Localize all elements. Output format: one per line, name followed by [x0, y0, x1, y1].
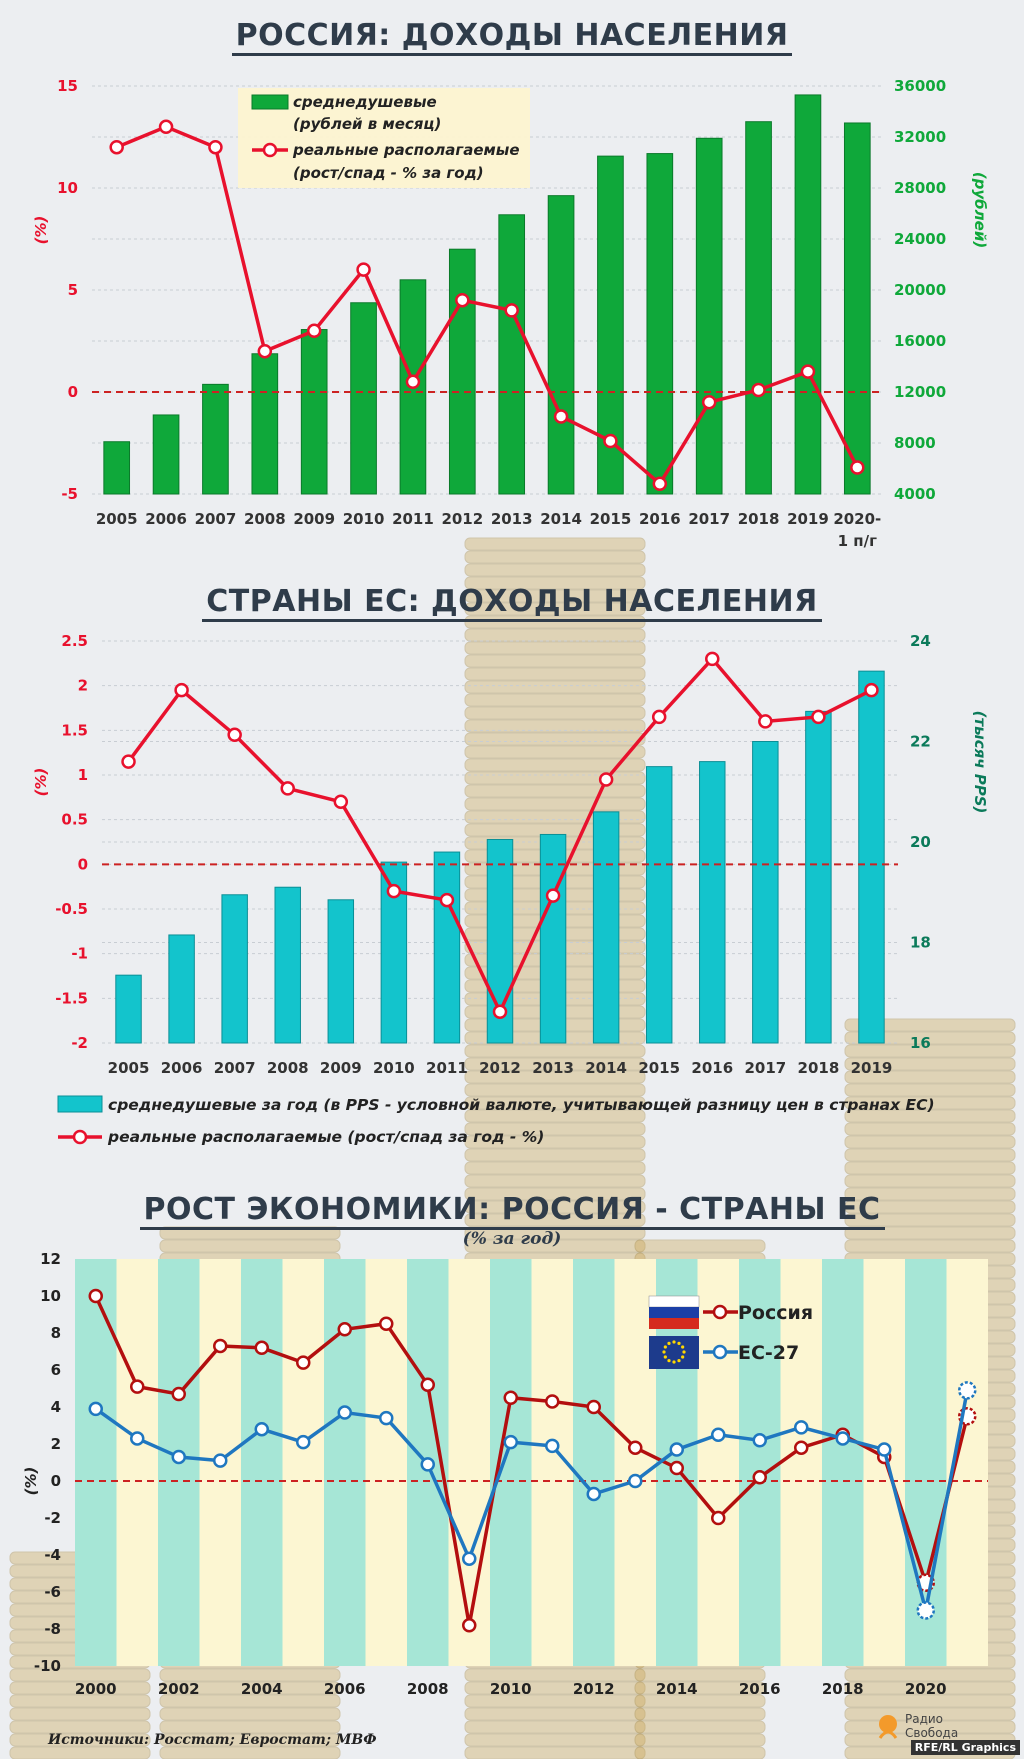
bar	[434, 852, 459, 1043]
right-tick-label: 16000	[894, 332, 947, 350]
eu27-point	[214, 1455, 226, 1467]
bar	[646, 767, 671, 1043]
right-tick-label: 4000	[894, 485, 936, 503]
line-point	[388, 885, 400, 897]
eu-flag-star	[672, 1340, 675, 1343]
russia-point	[131, 1381, 143, 1393]
line-point	[308, 325, 320, 337]
left-tick-label: 2.5	[61, 632, 88, 650]
right-tick-label: 24	[910, 632, 931, 650]
y-tick-label: -4	[44, 1546, 61, 1564]
line-point	[282, 782, 294, 794]
legend-russia-marker	[714, 1306, 726, 1318]
russia-legend	[238, 88, 530, 188]
russia-point	[505, 1392, 517, 1404]
line-point	[600, 773, 612, 785]
line-point	[160, 121, 172, 133]
category-label: 2013	[532, 1059, 574, 1077]
right-tick-label: 22	[910, 732, 931, 751]
eu-flag-star	[662, 1350, 665, 1353]
category-label: 2015	[589, 510, 632, 528]
y-axis-label: (%)	[22, 1466, 40, 1496]
left-tick-label: 15	[57, 77, 78, 95]
bar	[795, 95, 821, 494]
bar	[275, 887, 300, 1043]
growth-subtitle: (% за год)	[462, 1229, 562, 1249]
eu27-point	[422, 1458, 434, 1470]
russia-point	[173, 1388, 185, 1400]
category-label: 2010	[342, 510, 385, 528]
left-tick-label: 0.5	[61, 810, 88, 829]
line-point	[759, 715, 771, 727]
category-label: 2019	[787, 510, 829, 528]
y-tick-label: 10	[40, 1287, 61, 1305]
right-axis-label: (тысяч PPS)	[971, 710, 989, 814]
eu27-point	[588, 1488, 600, 1500]
left-tick-label: 5	[67, 281, 78, 299]
eu-title-text: СТРАНЫ ЕС: ДОХОДЫ НАСЕЛЕНИЯ	[202, 584, 821, 622]
category-label: 2017	[688, 510, 731, 528]
eu27-point	[795, 1421, 807, 1433]
eu-flag-star	[664, 1355, 667, 1358]
russia-flag-blue	[649, 1307, 699, 1318]
legend-bar-swatch	[58, 1096, 102, 1112]
eu27-point	[712, 1429, 724, 1441]
category-label: 2005	[95, 510, 138, 528]
russia-point	[463, 1619, 475, 1631]
russia-point	[546, 1395, 558, 1407]
russia-point	[422, 1379, 434, 1391]
category-label: 2010	[372, 1059, 415, 1077]
eu-flag-star	[677, 1359, 680, 1362]
left-axis-label: (%)	[32, 767, 50, 797]
right-tick-label: 8000	[894, 434, 936, 452]
year-stripe	[75, 1259, 117, 1666]
y-tick-label: 6	[50, 1361, 61, 1379]
line-point	[111, 141, 123, 153]
russia-point	[380, 1318, 392, 1330]
x-tick-label: 2018	[821, 1680, 864, 1698]
year-stripe	[573, 1259, 615, 1666]
category-label-line2: 1 п/г	[837, 532, 877, 550]
eu27-point	[505, 1436, 517, 1448]
line-point	[851, 461, 863, 473]
legend-line-label: реальные располагаемые (рост/спад за год - %)	[108, 1128, 545, 1146]
year-stripe	[822, 1259, 864, 1666]
left-tick-label: -0.5	[55, 900, 88, 918]
russia-point	[712, 1512, 724, 1524]
x-tick-label: 2008	[406, 1680, 449, 1698]
line-point	[209, 141, 221, 153]
bar	[700, 762, 725, 1043]
category-label: 2012	[479, 1059, 521, 1077]
category-label: 2012	[441, 510, 484, 528]
bar	[169, 935, 194, 1043]
x-tick-label: 2014	[655, 1680, 698, 1698]
eu27-point	[546, 1440, 558, 1452]
category-label: 2006	[160, 1059, 203, 1077]
legend-bar-label: среднедушевые за год (в PPS - условной валюте, учитывающей разницу цен в странах ЕС)	[108, 1096, 935, 1114]
category-label: 2008	[266, 1059, 309, 1077]
eu-flag-star	[667, 1342, 670, 1345]
x-tick-label: 2006	[323, 1680, 366, 1698]
line-point	[654, 478, 666, 490]
x-tick-label: 2020	[904, 1680, 947, 1698]
category-label: 2007	[213, 1059, 256, 1077]
eu27-point	[339, 1407, 351, 1419]
line-point	[176, 684, 188, 696]
left-axis-label: (%)	[32, 215, 50, 245]
bar	[301, 330, 327, 494]
left-tick-label: -1.5	[55, 989, 88, 1008]
russia-flag-red	[649, 1318, 699, 1329]
year-stripe	[449, 1259, 491, 1666]
right-tick-label: 28000	[894, 179, 947, 197]
x-tick-label: 2002	[157, 1680, 200, 1698]
category-label: 2009	[319, 1059, 362, 1077]
line-point	[555, 410, 567, 422]
eu27-point	[131, 1432, 143, 1444]
right-tick-label: 32000	[894, 128, 947, 146]
category-label: 2011	[392, 510, 434, 528]
year-stripe	[117, 1259, 159, 1666]
category-label: 2006	[145, 510, 187, 528]
category-label: 2014	[540, 510, 582, 528]
bar	[328, 900, 353, 1043]
right-tick-label: 24000	[894, 230, 947, 248]
category-label: 2011	[426, 1059, 468, 1077]
right-axis-label: (рублей)	[971, 171, 989, 249]
line-point	[865, 684, 877, 696]
eu-flag-star	[677, 1342, 680, 1345]
russia-point	[214, 1340, 226, 1352]
line-point	[604, 435, 616, 447]
left-tick-label: -5	[61, 485, 78, 503]
eu-chart	[32, 632, 989, 1146]
bar	[593, 812, 618, 1043]
brand-line-1: Радио	[905, 1712, 944, 1726]
sources-note: Источники: Росстат; Евростат; МВФ	[48, 1732, 377, 1748]
category-label: 2016	[638, 510, 681, 528]
bar	[252, 354, 278, 494]
line-point	[494, 1006, 506, 1018]
russia-point	[588, 1401, 600, 1413]
y-tick-label: 8	[50, 1324, 61, 1342]
line-point	[547, 890, 559, 902]
russia-point	[297, 1357, 309, 1369]
x-tick-label: 2010	[489, 1680, 532, 1698]
brand-line-2: Свобода	[905, 1726, 959, 1740]
year-stripe	[283, 1259, 325, 1666]
category-label: 2013	[490, 510, 533, 528]
bar	[844, 123, 870, 494]
eu27-point	[671, 1444, 683, 1456]
bar	[116, 975, 141, 1043]
russia-flag-white	[649, 1296, 699, 1307]
left-tick-label: 1	[77, 766, 88, 784]
russia-point	[629, 1442, 641, 1454]
year-stripe	[698, 1259, 740, 1666]
left-tick-label: 0	[77, 855, 88, 874]
line-point	[229, 729, 241, 741]
line-point	[456, 294, 468, 306]
russia-point	[339, 1323, 351, 1335]
russia-point	[256, 1342, 268, 1354]
right-tick-label: 36000	[894, 77, 947, 95]
category-label: 2008	[243, 510, 286, 528]
x-tick-label: 2000	[74, 1680, 117, 1698]
eu-legend	[58, 1096, 935, 1146]
left-tick-label: 10	[57, 179, 78, 197]
category-label: 2014	[585, 1059, 628, 1077]
bar	[859, 671, 884, 1043]
bar	[753, 742, 778, 1044]
y-tick-label: 2	[50, 1435, 61, 1453]
y-tick-label: -10	[33, 1657, 61, 1675]
right-tick-label: 18	[910, 933, 931, 952]
logo-arc	[880, 1732, 896, 1738]
legend-line-marker	[264, 144, 276, 156]
bar	[203, 384, 229, 494]
eu-flag-star	[681, 1355, 684, 1358]
credit-label: RFE/RL Graphics	[911, 1740, 1020, 1755]
bar	[746, 122, 772, 494]
russia-point	[671, 1462, 683, 1474]
left-tick-label: -2	[71, 1034, 88, 1052]
eu27-point	[380, 1412, 392, 1424]
line-point	[812, 711, 824, 723]
eu27-point	[173, 1451, 185, 1463]
right-tick-label: 12000	[894, 383, 947, 401]
category-label: 2019	[850, 1059, 893, 1077]
growth-chart	[22, 1250, 988, 1698]
bar	[696, 138, 722, 494]
category-label: 2020-	[833, 510, 882, 528]
year-stripe	[241, 1259, 283, 1666]
line-point	[802, 366, 814, 378]
eu27-point	[959, 1382, 975, 1398]
russia-point	[90, 1290, 102, 1302]
line-point	[703, 396, 715, 408]
line-point	[407, 376, 419, 388]
russia-point	[754, 1471, 766, 1483]
category-label: 2018	[797, 1059, 840, 1077]
year-stripe	[324, 1259, 366, 1666]
eu-flag-star	[682, 1350, 685, 1353]
russia-chart	[32, 77, 989, 550]
legend-line-label-2: (рост/спад - % за год)	[293, 164, 484, 182]
left-tick-label: -1	[71, 944, 88, 963]
eu27-point	[256, 1423, 268, 1435]
eu27-point	[629, 1475, 641, 1487]
y-tick-label: -6	[44, 1583, 61, 1601]
bar	[351, 303, 377, 494]
category-label: 2009	[293, 510, 336, 528]
right-tick-label: 20	[910, 833, 931, 851]
x-tick-label: 2012	[572, 1680, 615, 1698]
x-tick-label: 2016	[738, 1680, 781, 1698]
category-label: 2007	[194, 510, 237, 528]
radio-svoboda-logo	[905, 1712, 958, 1740]
y-tick-label: -2	[44, 1509, 61, 1527]
legend-bar-label-2: (рублей в месяц)	[293, 115, 442, 133]
category-label: 2018	[737, 510, 780, 528]
line-point	[706, 653, 718, 665]
bar	[449, 249, 475, 494]
year-stripe	[490, 1259, 532, 1666]
y-tick-label: -8	[44, 1620, 61, 1638]
x-tick-label: 2004	[240, 1680, 283, 1698]
legend-russia-label: Россия	[738, 1302, 814, 1324]
bar	[499, 215, 525, 494]
legend-bar-swatch	[252, 95, 288, 109]
right-tick-label: 20000	[894, 281, 947, 299]
right-tick-label: 16	[910, 1034, 931, 1052]
bar	[222, 895, 247, 1043]
legend-bar-label-1: среднедушевые	[293, 93, 437, 111]
line-point	[358, 264, 370, 276]
y-tick-label: 4	[50, 1398, 61, 1416]
bar	[540, 834, 565, 1043]
category-label: 2016	[691, 1059, 734, 1077]
logo-mark	[879, 1715, 897, 1733]
legend-eu27-label: ЕС-27	[738, 1342, 800, 1364]
category-label: 2017	[744, 1059, 787, 1077]
eu27-point	[754, 1434, 766, 1446]
line-point	[123, 756, 135, 768]
eu27-point	[878, 1444, 890, 1456]
y-tick-label: 12	[40, 1250, 61, 1268]
russia-title-text: РОССИЯ: ДОХОДЫ НАСЕЛЕНИЯ	[232, 18, 793, 56]
y-tick-label: 0	[50, 1472, 61, 1490]
eu27-point	[297, 1436, 309, 1448]
category-label: 2005	[107, 1059, 150, 1077]
eu-flag-star	[664, 1345, 667, 1348]
bar	[104, 442, 130, 494]
line-point	[753, 384, 765, 396]
legend-line-marker	[74, 1131, 86, 1143]
line-point	[653, 711, 665, 723]
eu27-point	[463, 1553, 475, 1565]
bar	[647, 154, 673, 494]
eu-flag-star	[667, 1359, 670, 1362]
eu-flag-star	[672, 1360, 675, 1363]
eu27-point	[90, 1403, 102, 1415]
bar	[548, 196, 574, 494]
line-point	[441, 894, 453, 906]
line-point	[259, 345, 271, 357]
bar	[806, 711, 831, 1043]
left-tick-label: 0	[67, 383, 78, 401]
russia-point	[795, 1442, 807, 1454]
eu27-point	[918, 1603, 934, 1619]
line-point	[506, 304, 518, 316]
category-label: 2015	[638, 1059, 681, 1077]
eu27-point	[837, 1432, 849, 1444]
legend-line-label-1: реальные располагаемые	[293, 141, 520, 159]
bar	[153, 415, 179, 494]
left-tick-label: 2	[77, 676, 88, 695]
growth-title-text: РОСТ ЭКОНОМИКИ: РОССИЯ - СТРАНЫ ЕС	[140, 1192, 885, 1230]
line-point	[335, 796, 347, 808]
legend-eu27-marker	[714, 1346, 726, 1358]
eu-flag-star	[681, 1345, 684, 1348]
left-tick-label: 1.5	[61, 721, 88, 740]
radio-svoboda-icon	[879, 1715, 897, 1738]
